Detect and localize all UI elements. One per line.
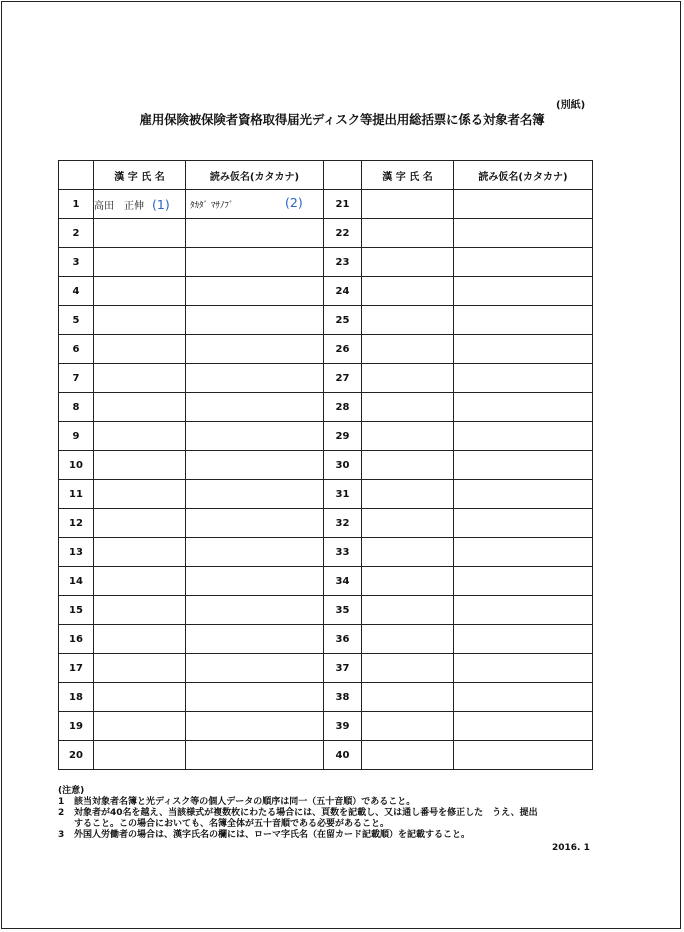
row-number-left: 5 — [59, 306, 94, 335]
kanji-name-cell-left[interactable] — [94, 306, 186, 335]
kana-name-cell-left[interactable] — [186, 654, 324, 683]
header-kanji-right: 漢 字 氏 名 — [362, 161, 454, 190]
kana-name-cell-right[interactable] — [454, 422, 593, 451]
kanji-name-cell-left[interactable] — [94, 422, 186, 451]
kanji-name-cell-left[interactable] — [94, 277, 186, 306]
kanji-name-cell-left[interactable] — [94, 451, 186, 480]
annotation-marker-1: (1) — [152, 196, 170, 212]
kanji-name-cell-right[interactable] — [362, 422, 454, 451]
row-number-left: 20 — [59, 741, 94, 770]
kanji-name-cell-right[interactable] — [362, 219, 454, 248]
kana-name-cell-left[interactable] — [186, 567, 324, 596]
table-row — [59, 509, 593, 538]
kana-name-cell-right[interactable] — [454, 538, 593, 567]
table-row — [59, 393, 593, 422]
row-number-left: 6 — [59, 335, 94, 364]
kanji-name-cell-right[interactable] — [362, 364, 454, 393]
header-kana-right: 読み仮名(カタカナ) — [454, 161, 593, 190]
row-number-left: 18 — [59, 683, 94, 712]
row-number-right: 28 — [324, 393, 362, 422]
kana-name-cell-right[interactable] — [454, 683, 593, 712]
kana-name-cell-left[interactable] — [186, 712, 324, 741]
note-text: 対象者が40名を越え、当該様式が複数枚にわたる場合には、頁数を記載し、又は通し番号を修正した うえ、提出すること。この場合においても、名簿全体が五十音順である必要があること。 — [74, 808, 538, 829]
note-number: 3 — [58, 830, 65, 840]
kanji-name-cell-right[interactable] — [362, 596, 454, 625]
kanji-name-cell-left[interactable] — [94, 248, 186, 277]
note-item — [58, 797, 544, 808]
row-number-left: 2 — [59, 219, 94, 248]
row-number-right: 23 — [324, 248, 362, 277]
kanji-name-cell-right[interactable] — [362, 683, 454, 712]
row-number-right: 29 — [324, 422, 362, 451]
row-number-right: 26 — [324, 335, 362, 364]
row-number-right: 37 — [324, 654, 362, 683]
kana-name-cell-right[interactable] — [454, 654, 593, 683]
row-number-left: 7 — [59, 364, 94, 393]
row-number-right: 21 — [324, 190, 362, 219]
kana-name-cell-left[interactable] — [186, 364, 324, 393]
row-number-right: 40 — [324, 741, 362, 770]
table-row — [59, 277, 593, 306]
kanji-name-cell-left[interactable] — [94, 190, 186, 219]
table-row — [59, 335, 593, 364]
kana-cell-content — [186, 190, 323, 218]
kanji-name-cell-left[interactable] — [94, 567, 186, 596]
table-row — [59, 451, 593, 480]
table-row — [59, 190, 593, 219]
table-row — [59, 480, 593, 509]
kana-name-cell-right[interactable] — [454, 277, 593, 306]
row-number-right: 27 — [324, 364, 362, 393]
kanji-name-cell-right[interactable] — [362, 480, 454, 509]
kanji-name-cell-left[interactable] — [94, 712, 186, 741]
kana-name-cell-right[interactable] — [454, 393, 593, 422]
kana-name-cell-right[interactable] — [454, 741, 593, 770]
row-number-left: 13 — [59, 538, 94, 567]
row-number-right: 22 — [324, 219, 362, 248]
kana-name-value: ﾀｶﾀﾞ ﾏｻﾉﾌﾞ — [190, 201, 234, 211]
kanji-name-cell-left[interactable] — [94, 741, 186, 770]
kanji-name-cell-right[interactable] — [362, 567, 454, 596]
table-row — [59, 364, 593, 393]
row-number-left: 19 — [59, 712, 94, 741]
kana-name-cell-left[interactable] — [186, 683, 324, 712]
row-number-right: 39 — [324, 712, 362, 741]
table-header-row — [59, 161, 593, 190]
note-text: 該当対象者名簿と光ディスク等の個人データの順序は同一（五十音順）であること。 — [74, 797, 416, 807]
kanji-name-cell-right[interactable] — [362, 654, 454, 683]
kanji-name-cell-left[interactable] — [94, 625, 186, 654]
header-kana-left: 読み仮名(カタカナ) — [186, 161, 324, 190]
table-row — [59, 683, 593, 712]
kanji-name-value: 高田 正伸 — [94, 200, 144, 212]
notes-heading: (注意) — [58, 786, 85, 796]
kana-name-cell-left[interactable] — [186, 509, 324, 538]
kana-name-cell-right[interactable] — [454, 567, 593, 596]
table-row — [59, 422, 593, 451]
row-number-left: 17 — [59, 654, 94, 683]
kanji-name-cell-right[interactable] — [362, 306, 454, 335]
table-row — [59, 625, 593, 654]
kanji-name-cell-left[interactable] — [94, 393, 186, 422]
kana-name-cell-right[interactable] — [454, 306, 593, 335]
row-number-left: 8 — [59, 393, 94, 422]
kana-name-cell-left[interactable] — [186, 393, 324, 422]
row-number-left: 1 — [59, 190, 94, 219]
kanji-name-cell-right[interactable] — [362, 248, 454, 277]
table-row — [59, 712, 593, 741]
kana-name-cell-left[interactable] — [186, 277, 324, 306]
kana-name-cell-right[interactable] — [454, 451, 593, 480]
row-number-right: 30 — [324, 451, 362, 480]
row-number-left: 9 — [59, 422, 94, 451]
kana-name-cell-right[interactable] — [454, 509, 593, 538]
kana-name-cell-right[interactable] — [454, 596, 593, 625]
kanji-name-cell-right[interactable] — [362, 538, 454, 567]
kana-name-cell-left[interactable] — [186, 190, 324, 219]
note-item — [58, 830, 544, 841]
kanji-name-cell-left[interactable] — [94, 509, 186, 538]
kanji-name-cell-left[interactable] — [94, 219, 186, 248]
kana-name-cell-left[interactable] — [186, 625, 324, 654]
row-number-right: 32 — [324, 509, 362, 538]
kanji-name-cell-right[interactable] — [362, 190, 454, 219]
kanji-name-cell-right[interactable] — [362, 277, 454, 306]
header-number-left — [59, 161, 94, 190]
kana-name-cell-left[interactable] — [186, 248, 324, 277]
table-row — [59, 654, 593, 683]
kana-name-cell-right[interactable] — [454, 364, 593, 393]
table-row — [59, 596, 593, 625]
kana-name-cell-left[interactable] — [186, 451, 324, 480]
row-number-left: 12 — [59, 509, 94, 538]
notes-section — [58, 786, 544, 841]
row-number-right: 36 — [324, 625, 362, 654]
note-number: 2 — [58, 808, 65, 818]
row-number-right: 25 — [324, 306, 362, 335]
kanji-name-cell-left[interactable] — [94, 538, 186, 567]
kana-name-cell-left[interactable] — [186, 480, 324, 509]
table-row — [59, 741, 593, 770]
kana-name-cell-right[interactable] — [454, 480, 593, 509]
kanji-name-cell-right[interactable] — [362, 625, 454, 654]
kana-name-cell-left[interactable] — [186, 596, 324, 625]
note-item — [58, 808, 544, 830]
kanji-name-cell-right[interactable] — [362, 741, 454, 770]
kanji-name-cell-right[interactable] — [362, 712, 454, 741]
kanji-name-cell-right[interactable] — [362, 393, 454, 422]
row-number-right: 24 — [324, 277, 362, 306]
kanji-name-cell-left[interactable] — [94, 596, 186, 625]
page-title: 雇用保険被保険者資格取得届光ディスク等提出用総括票に係る対象者名簿 — [139, 112, 545, 127]
kana-name-cell-right[interactable] — [454, 335, 593, 364]
row-number-right: 35 — [324, 596, 362, 625]
kana-name-cell-left[interactable] — [186, 306, 324, 335]
table-row — [59, 248, 593, 277]
header-kanji-left: 漢 字 氏 名 — [94, 161, 186, 190]
attachment-label: (別紙) — [556, 100, 586, 111]
kanji-name-cell-right[interactable] — [362, 451, 454, 480]
kana-name-cell-left[interactable] — [186, 538, 324, 567]
kana-name-cell-right[interactable] — [454, 712, 593, 741]
kana-name-cell-right[interactable] — [454, 248, 593, 277]
form-date: 2016. 1 — [552, 843, 590, 853]
kana-name-cell-right[interactable] — [454, 219, 593, 248]
kanji-name-cell-left[interactable] — [94, 683, 186, 712]
row-number-right: 31 — [324, 480, 362, 509]
kana-name-cell-right[interactable] — [454, 625, 593, 654]
row-number-left: 16 — [59, 625, 94, 654]
note-text: 外国人労働者の場合は、漢字氏名の欄には、ローマ字氏名（在留カード記載順）を記載すること。 — [74, 830, 471, 840]
row-number-left: 4 — [59, 277, 94, 306]
annotation-marker-2: (2) — [285, 195, 303, 210]
table-row — [59, 538, 593, 567]
kanji-name-cell-left[interactable] — [94, 335, 186, 364]
row-number-left: 14 — [59, 567, 94, 596]
kana-name-cell-left[interactable] — [186, 422, 324, 451]
kana-name-cell-left[interactable] — [186, 219, 324, 248]
kanji-name-cell-left[interactable] — [94, 480, 186, 509]
kanji-name-cell-right[interactable] — [362, 335, 454, 364]
row-number-left: 3 — [59, 248, 94, 277]
kana-name-cell-left[interactable] — [186, 335, 324, 364]
row-number-left: 11 — [59, 480, 94, 509]
row-number-right: 34 — [324, 567, 362, 596]
table-row — [59, 567, 593, 596]
kanji-name-cell-right[interactable] — [362, 509, 454, 538]
header-number-right — [324, 161, 362, 190]
kanji-name-cell-left[interactable] — [94, 654, 186, 683]
roster-table — [58, 160, 593, 770]
kana-name-cell-right[interactable] — [454, 190, 593, 219]
note-number: 1 — [58, 797, 65, 807]
table-row — [59, 306, 593, 335]
kanji-name-cell-left[interactable] — [94, 364, 186, 393]
kana-name-cell-left[interactable] — [186, 741, 324, 770]
row-number-left: 15 — [59, 596, 94, 625]
row-number-left: 10 — [59, 451, 94, 480]
table-row — [59, 219, 593, 248]
row-number-right: 38 — [324, 683, 362, 712]
row-number-right: 33 — [324, 538, 362, 567]
